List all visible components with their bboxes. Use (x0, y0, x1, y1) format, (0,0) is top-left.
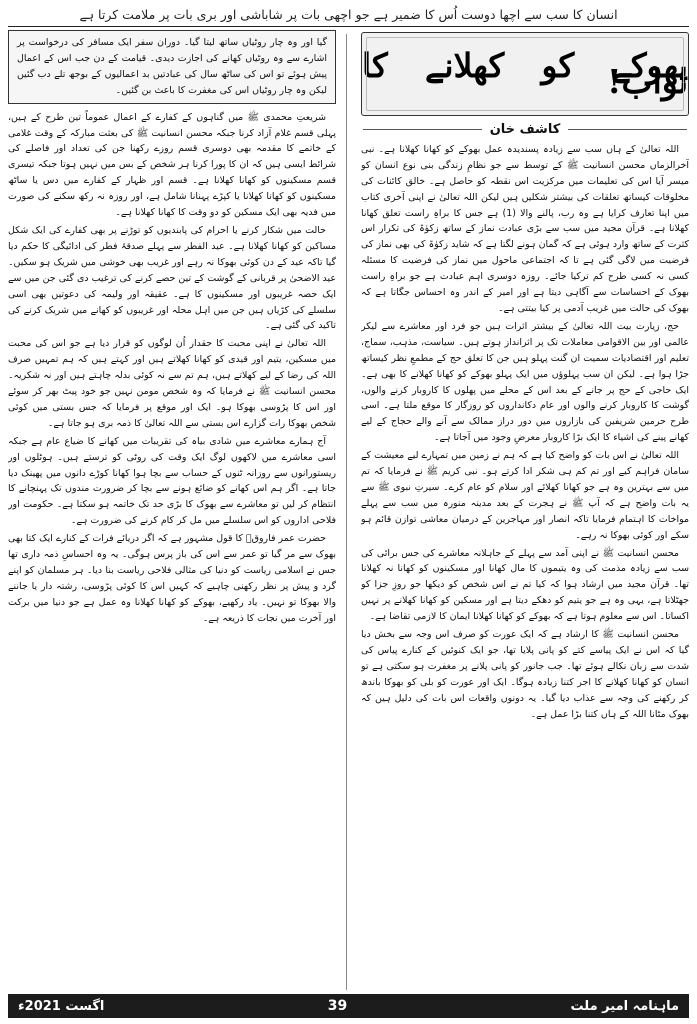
page-header (8, 2, 689, 27)
right-column (361, 30, 689, 990)
paragraph: حضرت عمر فاروقؓ کا قول مشہور ہے کہ اگر دریائے فرات کے کنارے ایک کتا بھی بھوک سے مر گیا تو عمر سے اس کی باز پرس ہوگی۔ یہ وہ احساسِ ذمہ داری تھا جس نے اسلامی ریاست کو دنیا کی مثالی فلاحی ریاست بنا دیا۔ ہر مسلمان کو اپنے گرد و پیش پر نظر رکھنی چاہیے کہ کہیں اس کا کوئی پڑوسی، رشتہ دار یا جاننے والا بھوکا تو نہیں۔ یاد رکھیے، بھوکے کو کھانا کھلانا وہ عمل ہے جو دنیا میں برکت اور آخرت میں نجات کا ذریعہ ہے۔ (8, 533, 336, 624)
left-column-text (8, 110, 336, 627)
byline-rule-right (568, 129, 687, 130)
magazine-name: ماہنامہ امیر ملت (570, 998, 679, 1014)
right-column-text (361, 142, 689, 723)
left-column (8, 30, 336, 990)
highlight-box (8, 30, 336, 104)
paragraph: اللہ تعالیٰ نے اپنی محبت کا حقدار اُن لوگوں کو قرار دیا ہے جو اس کی محبت میں مسکین، یتیم اور قیدی کو کھانا کھلاتے ہیں اور کہتے ہیں کہ ہم تمہیں صرف اللہ کی رضا کے لیے کھلاتے ہیں، ہم تم سے نہ کوئی بدلہ چاہتے ہیں اور نہ شکریہ۔ محسن انسانیت ﷺ نے فرمایا کہ وہ شخص مومن نہیں جو خود پیٹ بھر کر سوئے اور اس کا پڑوسی بھوکا ہو۔ ایک اور موقع پر فرمایا کہ جس بستی میں کوئی شخص بھوکا رات گزارے اس بستی سے اللہ تعالیٰ کا ذمہ بری ہو جاتا ہے۔ (8, 338, 336, 429)
paragraph: حج، زیارت بیت اللہ تعالیٰ کے بیشتر اثرات ہیں جو فرد اور معاشرے سے لیکر عالمی اور بین الاقوامی معاملات تک پر اثرانداز ہوتے ہیں۔ سیاست، مذہب، سماج، تعلیم اور اقتصادیات سمیت ان گنت پہلو ہیں جن کا تعلق حج کے مطمعِ نظر کیساتھ جڑا ہوا ہے۔ لیکن ان سب پہلوؤں میں ایک پہلو بھوکے کو کھانا کھلانے کا بھی ہے۔ ایک حاجی کے حج پر جانے کے بعد اس کے محلے میں پھلوں کا کاروبار کرنے والوں، گوشت کا کاروبار کرنے والوں اور عام دکانداروں کو روزگار کا موقع ملتا ہے۔ اسی طرح حرمین شریفین کی بازاروں میں دور دراز ممالک سے آنے والے حجاج کے لیے کھانے پینے کی اشیاء کا ایک بڑا کاروبار معرضِ وجود میں آجاتا ہے۔ (361, 320, 689, 444)
header-quote: انسان کا سب سے اچھا دوست اُس کا ضمیر ہے جو اچھی بات پر شاباشی اور بری بات پر ملامت کرتا ہے (79, 6, 618, 22)
title-box (361, 32, 689, 116)
paragraph: شریعتِ محمدی ﷺ میں گناہوں کے کفارے کے اعمال عموماً تین طرح کے ہیں، پہلی قسم غلام آزاد کرنا جبکہ محسن انسانیت ﷺ کی بعثت مبارکہ کے وقت غلامی کے خاتمے کا مقدمہ بھی دوسری قسم روزے رکھنا جن کی تعداد اور فاصلے کی شرائط ایسی ہیں کہ ان کا پورا کرنا ہر شخص کے بس میں نہیں ہوتا جبکہ تیسری قسم مسکینوں کو کھانا کھلانا ہے۔ قسم اور ظہار کے کفارے میں دس یا ساٹھ مسکینوں کو کھانا کھلانا یا کپڑے پہنانا شامل ہے، اور روزہ نہ رکھ سکنے کی صورت میں فدیہ بھی ایک مسکین کو دو وقت کا کھانا کھلانا ہے۔ (8, 111, 336, 219)
paragraph: آج ہمارے معاشرے میں شادی بیاہ کی تقریبات میں کھانے کا ضیاع عام ہے جبکہ اسی معاشرے میں لاکھوں لوگ ایک وقت کی روٹی کو ترستے ہیں۔ ہوٹلوں اور ریستورانوں سے روزانہ ٹنوں کے حساب سے بچا ہوا کھانا کوڑے دانوں میں پھینک دیا جاتا ہے۔ اگر ہم اس کھانے کو ضائع ہونے سے بچا کر ضرورت مندوں تک پہنچانے کا انتظام کر لیں تو معاشرے سے بھوک کا بڑی حد تک خاتمہ ہو سکتا ہے۔ حکومت اور فلاحی اداروں کو اس سلسلے میں مل کر کام کرنے کی ضرورت ہے۔ (8, 435, 336, 527)
byline (363, 122, 687, 138)
paragraph: محسن انسانیت ﷺ کا ارشاد ہے کہ ایک عورت کو صرف اس وجہ سے بخش دیا گیا کہ اس نے ایک پیاسے کتے کو پانی پلایا تھا، جو ایک کنوئیں کے کنارے پیاس کی شدت سے زبان نکالے ہوئے تھا۔ جب جانور کو پانی پلانے پر مغفرت ہو سکتی ہے تو انسان کو کھانا کھلانے کا اجر کتنا زیادہ ہوگا۔ ایک اور عورت کو بلی کو بھوکا باندھ کر رکھنے کی وجہ سے عذاب دیا گیا۔ یہ دونوں واقعات اس بات کی دلیل ہیں کہ بھوک مٹانا اللہ کے ہاں کتنا بڑا عمل ہے۔ (361, 629, 689, 720)
page-footer (8, 994, 689, 1018)
author-name: کاشف خان (489, 122, 561, 137)
article-title: بھوکے کو کھلانے کا ثواب! (362, 46, 688, 101)
page-number: 39 (327, 998, 348, 1014)
issue-date: اگست 2021ء (18, 998, 105, 1014)
page-body (8, 30, 689, 990)
paragraph: اللہ تعالیٰ کے ہاں سب سے زیادہ پسندیدہ عمل بھوکے کو کھانا کھلانا ہے۔ نبی آخرالزماں محسن انسانیت ﷺ کے توسط سے جو نظامِ زندگی بنی نوع انسان کو میسر آیا اس کی تعلیمات میں مرکزیت اس نقطہ کو حاصل ہے۔ خالق کائنات کی مخلوقات کیساتھ تعلقات کی بیشتر شکلیں ہیں لیکن اللہ تعالیٰ نے اپنی آخری کتاب میں اپنا تعارف کرایا ہے وہ رب، پالنے والا (1) ہے جس کا براہِ راست تعلق کھانا کھلانا ہے۔ قرآن مجید میں سب سے بڑی عبادت نماز کے ساتھ زکوٰۃ کی تکرار اس کثرت کے ساتھ وارد ہوئی ہے کہ گمان ہونے لگتا ہے کہ شاید زکوٰۃ کی بھی نماز کی فرضیت میں لاگی گئی ہے تا کہ اجتماعی ماحول میں نماز کی فرضیت کا مسئلہ کسی نہ کسی طرح کم ترکیا جائے۔ روزہ دوسری اہم عبادت ہے جو براہِ راست بھوک کے احساسات سے آگاہی دیتا ہے اور امیر کے اندر وہ احساس جگاتا ہے کہ بھوک کی حالت میں غریب آدمی پر کیا بیتتی ہے۔ (361, 143, 689, 314)
column-divider (346, 34, 347, 990)
paragraph: حالت میں شکار کرنے یا احرام کی پابندیوں کو توڑنے پر بھی کفارے کی ایک شکل مساکین کو کھانا کھلانا ہے۔ عید الفطر سے پہلے صدقۂ فطر کی ادائیگی کا حکم دیا گیا تاکہ عید کے دن کوئی بھوکا نہ رہے اور غریب بھی خوشی میں شریک ہو سکیں۔ عید الاضحیٰ پر قربانی کے گوشت کے تین حصے کرنے کی ترغیب دی گئی جن میں سے ایک حصہ غریبوں اور مسکینوں کا ہے۔ عقیقہ اور ولیمہ کی دعوتیں بھی اسی سلسلے کی کڑیاں ہیں جن میں اہل محلہ اور غریبوں کو کھانے میں شریک کرنے کی تاکید کی گئی ہے۔ (8, 224, 336, 332)
paragraph: اللہ تعالیٰ نے اس بات کو واضح کیا ہے کہ ہم نے زمین میں تمہارے لیے معیشت کے سامان فراہم کیے اور تم کم ہی شکر ادا کرتے ہو۔ نبی کریم ﷺ نے فرمایا کہ تم میں سے بہترین وہ ہے جو کھانا کھلائے اور سلام کو عام کرے۔ سیرتِ نبوی ﷺ سے یہ بات واضح ہے کہ آپ ﷺ نے ہجرت کے بعد مدینہ منورہ میں سب سے پہلے مواخات کا اہتمام فرمایا تاکہ انصار اور مہاجرین کے درمیان معاشی توازن قائم ہو سکے اور کوئی بھوکا نہ رہے۔ (361, 450, 689, 541)
paragraph: محسن انسانیت ﷺ نے اپنی آمد سے پہلے کے جاہلانہ معاشرے کی جس برائی کی سب سے زیادہ مذمت کی وہ یتیموں کا مال کھانا اور مسکینوں کو کھانا نہ کھلانا تھا۔ قرآن مجید میں ارشاد ہوا کہ کیا تم نے اس شخص کو دیکھا جو روزِ جزا کو جھٹلاتا ہے، یہی وہ ہے جو یتیم کو دھکے دیتا ہے اور مسکین کو کھانا کھلانے پر نہیں اکساتا۔ اس سے معلوم ہوتا ہے کہ بھوکے کو کھانا کھلانا ایمان کا لازمی تقاضا ہے۔ (361, 547, 689, 623)
byline-rule-left (363, 129, 482, 130)
highlight-text: گیا اور وہ چار روٹیاں ساتھ لیتا گیا۔ دوران سفر ایک مسافر کی درخواست پر اشارے سے وہ روٹیاں کھانے کی اجازت دیدی۔ قیامت کے دن جب اس کے اعمال پیش ہوئے تو اس کی ساٹھ سال کی عبادتیں بد اعمالیوں کے بوجھ تلے دب گئیں لیکن وہ چار روٹیاں اس کی مغفرت کا باعث بن گئیں۔ (17, 37, 327, 96)
